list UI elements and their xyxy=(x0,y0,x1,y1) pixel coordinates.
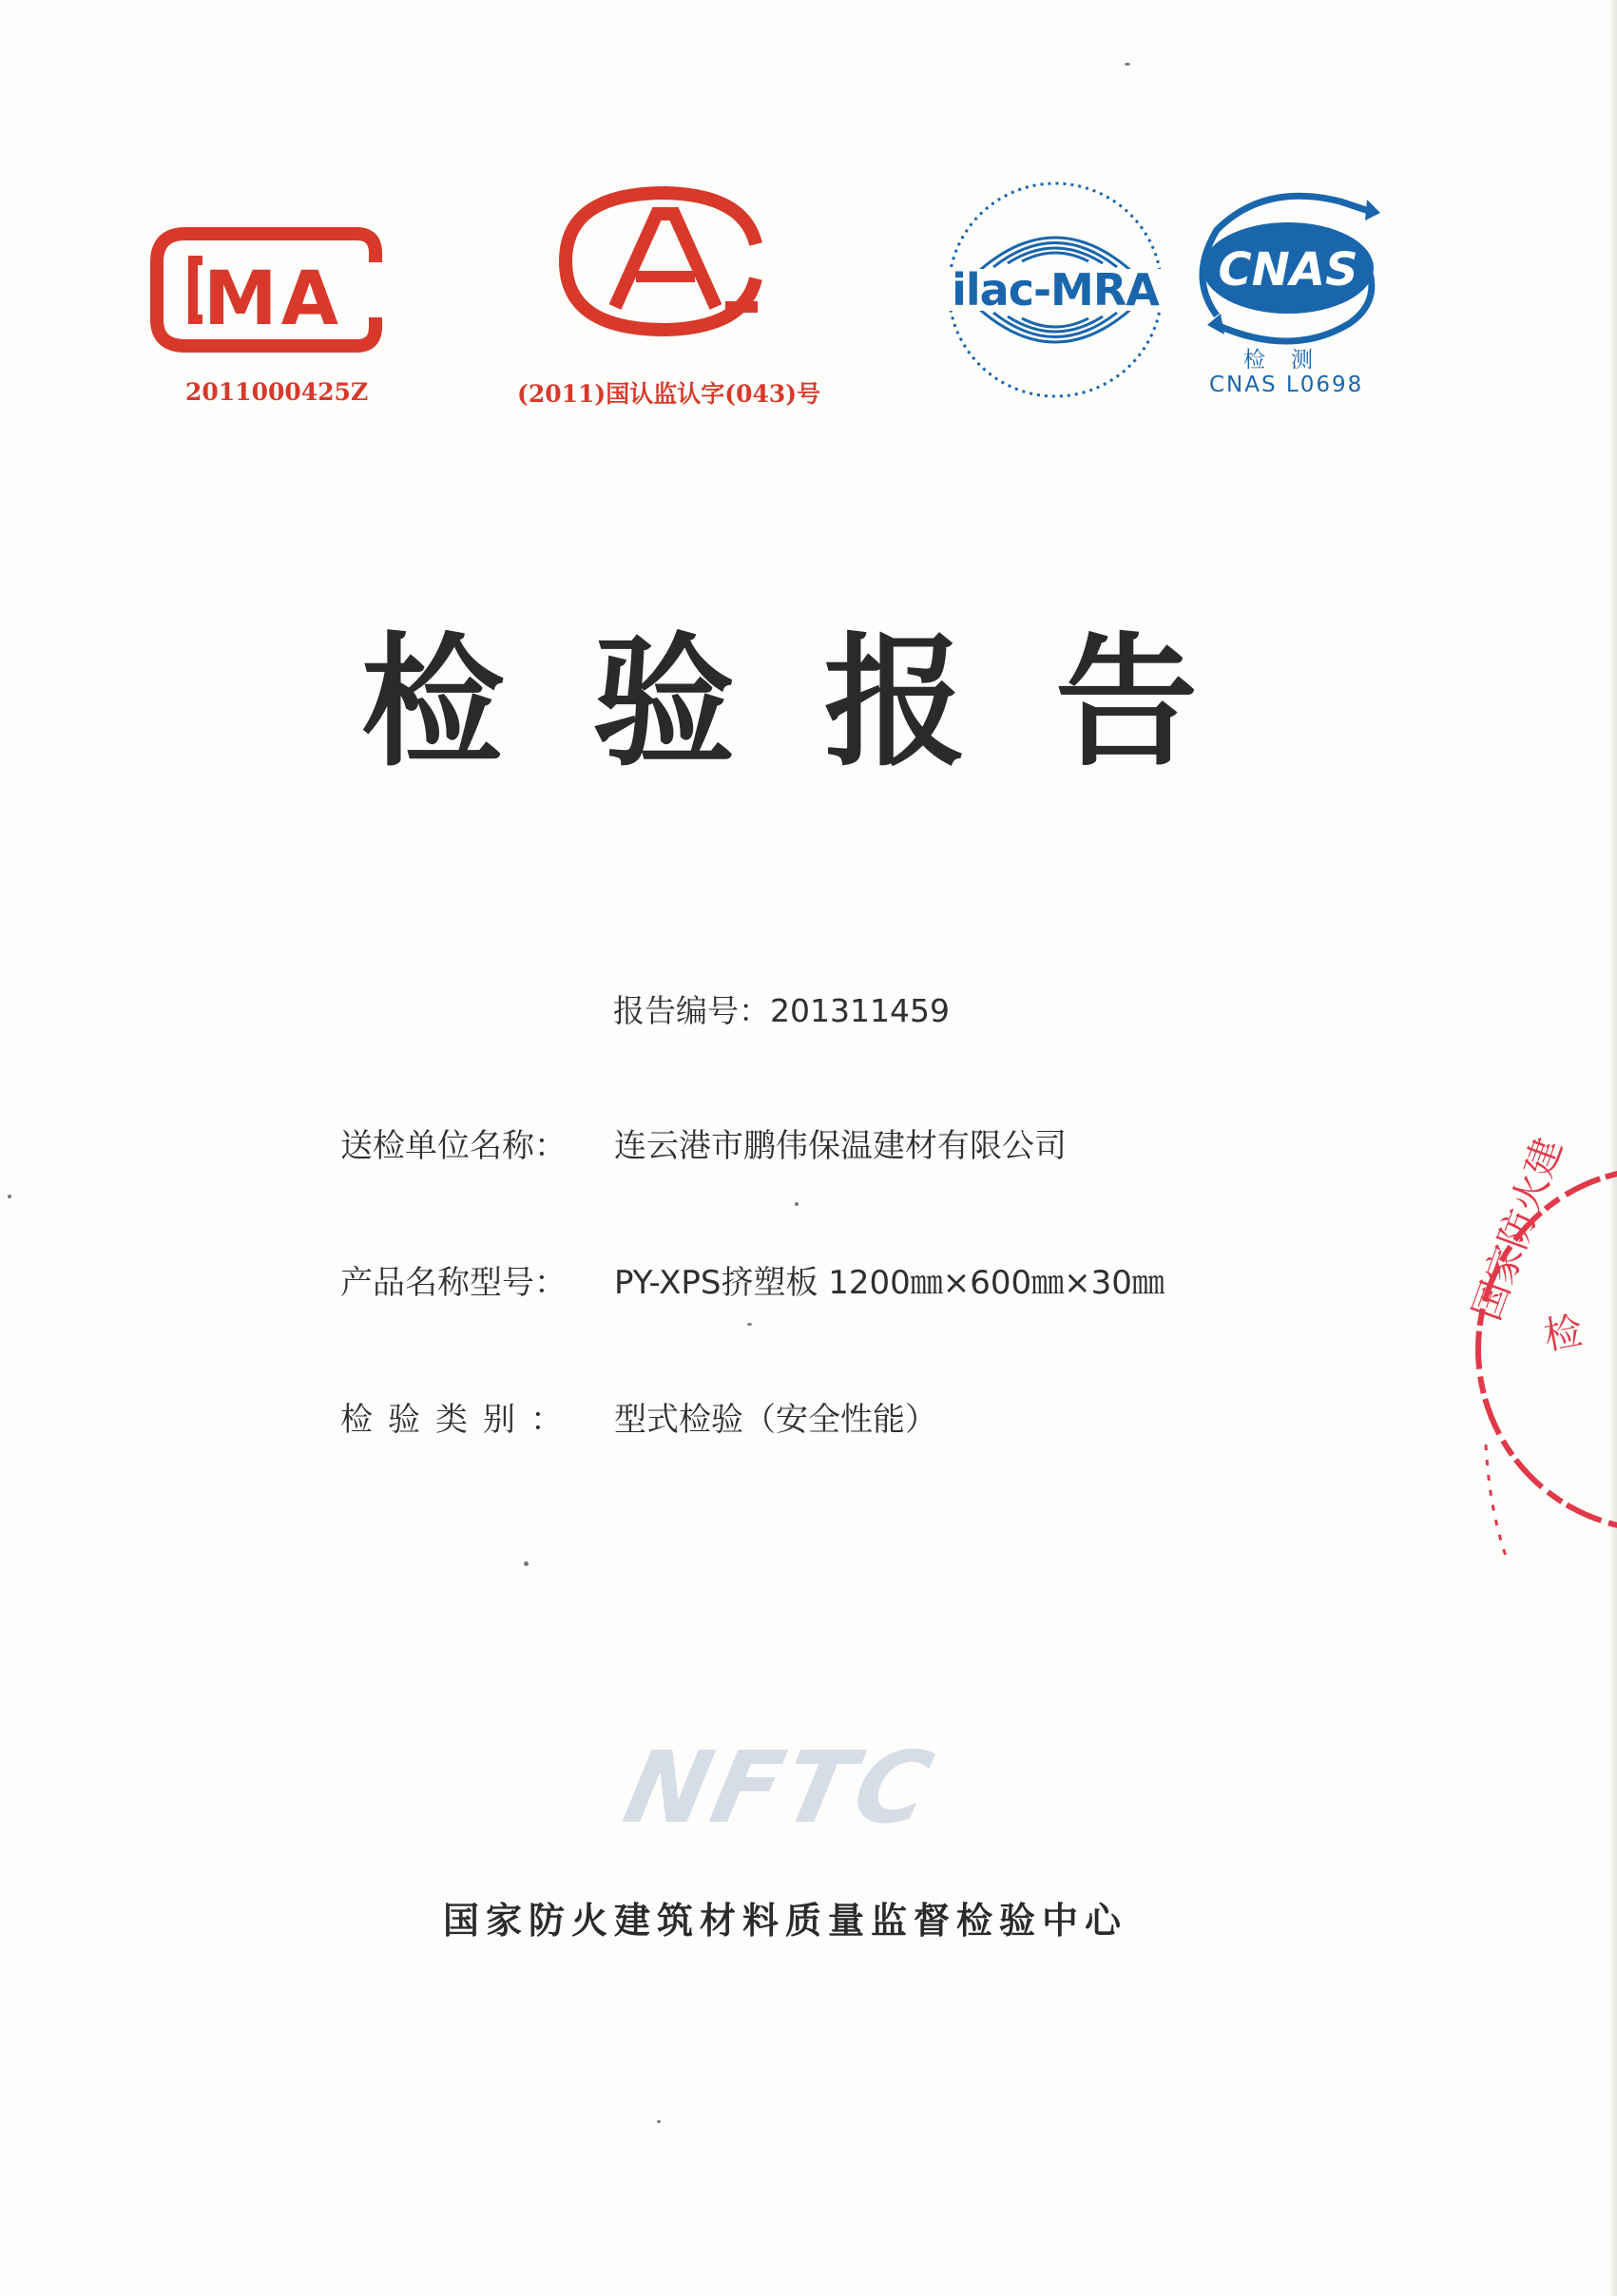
title-char: 告 xyxy=(1054,621,1198,786)
official-seal xyxy=(1440,1102,1617,1673)
field-label: 检验类别： xyxy=(340,1401,578,1439)
cnas-emblem-icon xyxy=(1179,182,1397,354)
title-char: 验 xyxy=(592,621,736,786)
field-value: 型式检验（安全性能） xyxy=(614,1401,937,1439)
svg-text:ilac-MRA: ilac-MRA xyxy=(952,264,1159,316)
field-label: 送检单位名称： xyxy=(340,1127,567,1165)
field-row-product xyxy=(340,1256,1165,1303)
cnas-caption-line1: 检 测 xyxy=(1243,348,1315,373)
scan-speck xyxy=(747,1323,752,1326)
field-value: 连云港市鹏伟保温建材有限公司 xyxy=(614,1127,1067,1165)
report-number-value: 201311459 xyxy=(770,992,950,1029)
cma-emblem-icon xyxy=(147,224,395,357)
field-label: 产品名称型号： xyxy=(340,1264,567,1302)
seal-stamp-icon xyxy=(1440,1102,1617,1673)
scan-speck xyxy=(1125,63,1130,66)
ilac-mra-logo xyxy=(941,176,1169,404)
title-char: 检 xyxy=(361,621,505,786)
cnas-logo xyxy=(1179,182,1397,411)
cal-logo xyxy=(517,185,821,408)
seal-char: 检 xyxy=(1540,1309,1587,1359)
field-value: PY-XPS挤塑板 1200㎜×600㎜×30㎜ xyxy=(614,1264,1165,1302)
field-row-submitter xyxy=(340,1119,1067,1166)
cal-caption: (2011)国认监认字(043)号 xyxy=(517,380,821,408)
title-char: 报 xyxy=(823,621,967,786)
organization-name: 国家防火建筑材料质量监督检验中心 xyxy=(443,1900,1128,1942)
scan-speck xyxy=(524,1561,529,1566)
cnas-caption-line2: CNAS L0698 xyxy=(1209,373,1364,397)
nftc-watermark: NFTC xyxy=(615,1730,946,1846)
cma-logo xyxy=(147,224,395,406)
scan-speck xyxy=(8,1195,11,1198)
scan-speck xyxy=(795,1202,799,1206)
report-number-line xyxy=(613,986,950,1031)
report-number-label: 报告编号： xyxy=(613,992,770,1029)
svg-text:CNAS: CNAS xyxy=(1218,243,1358,297)
scan-speck xyxy=(657,2120,661,2123)
cma-caption: 2011000425Z xyxy=(185,378,369,406)
ilac-mra-emblem-icon xyxy=(941,176,1169,404)
svg-text:MA: MA xyxy=(203,257,342,342)
seal-text: 国家防火建 xyxy=(1465,1132,1571,1327)
report-title xyxy=(361,621,1198,786)
field-row-inspection-type xyxy=(340,1393,937,1440)
cal-emblem-icon xyxy=(556,185,775,337)
